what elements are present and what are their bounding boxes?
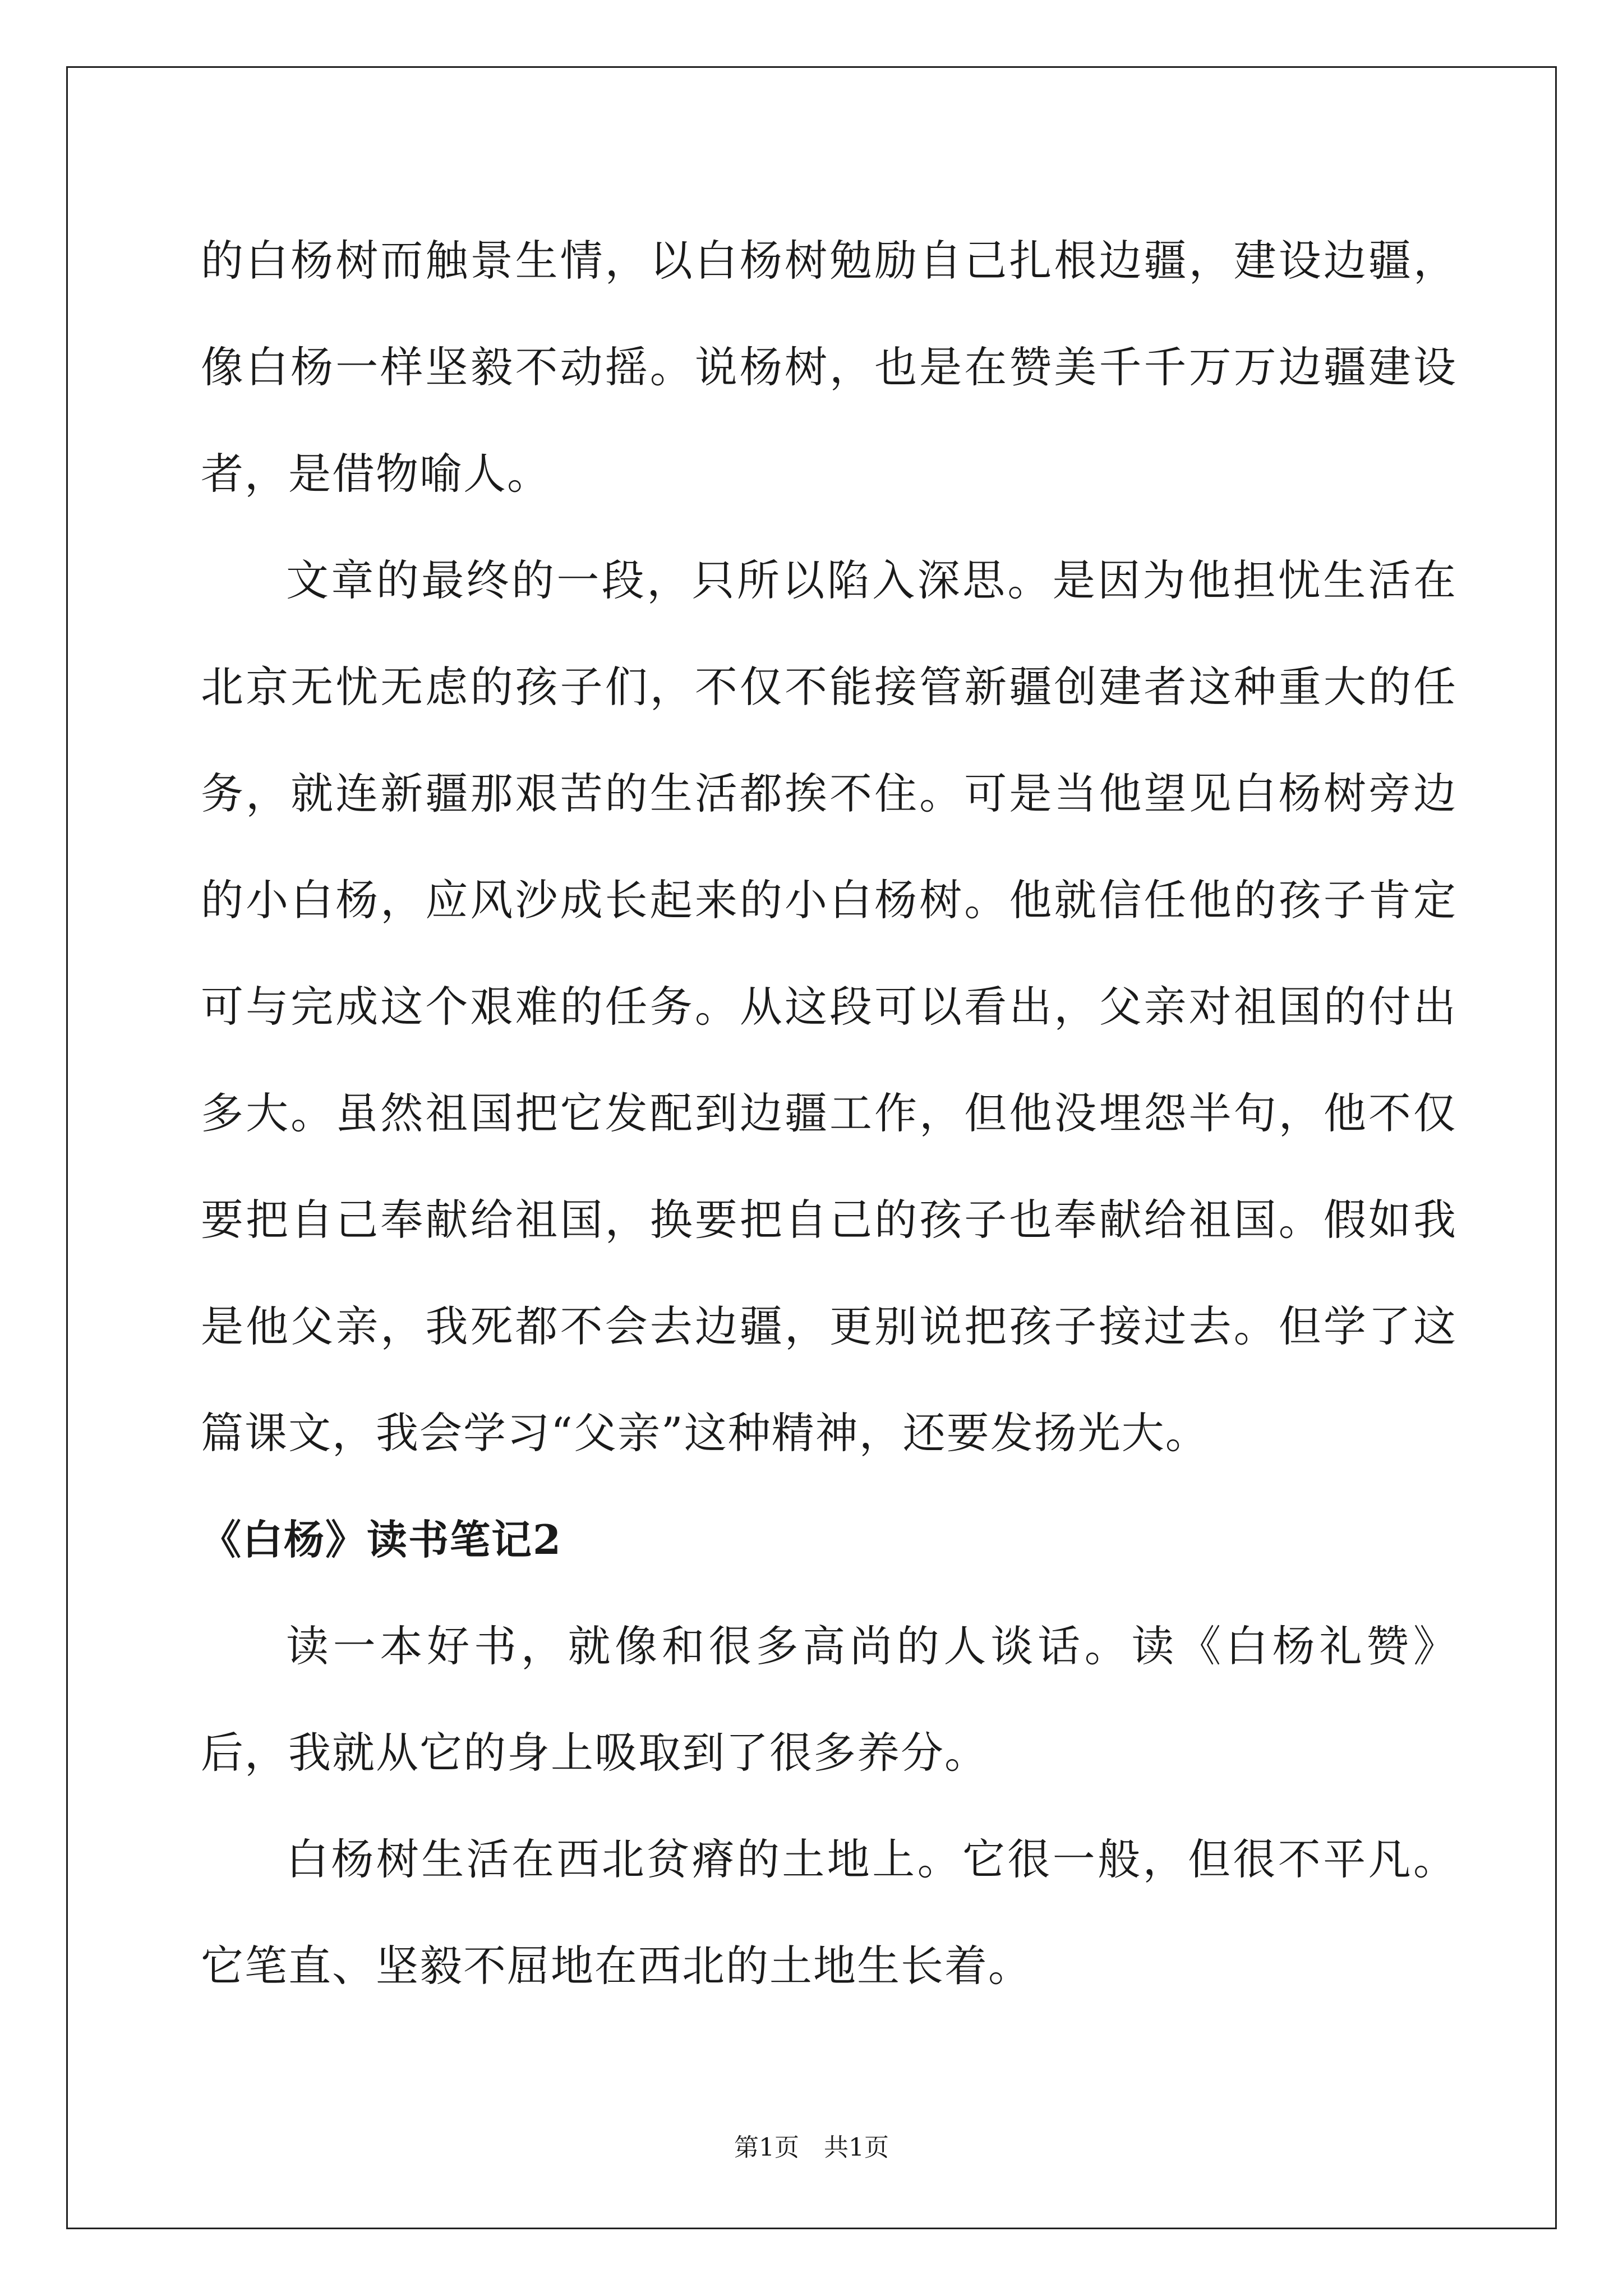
page-footer: 第1页 共1页 — [734, 2133, 889, 2162]
paragraph-2: 文章的最终的一段，只所以陷入深思。是因为他担忧生活在北京无忧无虑的孩子们，不仅不能接管新疆创建者这种重大的任务，就连新疆那艰苦的生活都挨不住。可是当他望见白杨树旁边的小白杨，应风沙成长起来的小白杨树。他就信任他的孩子肯定可与完成这个艰难的任务。从这段可以看出，父亲对祖国的付出多大。虽然祖国把它发配到边疆工作，但他没埋怨半句，他不仅要把自己奉献给祖国，换要把自己的孩子也奉献给祖国。假如我是他父亲，我死都不会去边疆，更别说把孩子接过去。但学了这篇课文，我会学习“父亲”这种精神，还要发扬光大。 — [201, 555, 1457, 1458]
document-body — [201, 208, 1457, 2019]
section-heading: 《白杨》读书笔记2 — [201, 1516, 562, 1563]
paragraph-3: 读一本好书，就像和很多高尚的人谈话。读《白杨礼赞》后，我就从它的身上吸取到了很多养分。 — [201, 1621, 1457, 1778]
paragraph-1: 的白杨树而触景生情，以白杨树勉励自己扎根边疆，建设边疆，像白杨一样坚毅不动摇。说杨树，也是在赞美千千万万边疆建设者，是借物喻人。 — [201, 236, 1457, 499]
paragraph-4: 白杨树生活在西北贫瘠的土地上。它很一般，但很不平凡。它笔直、坚毅不屈地在西北的土地生长着。 — [201, 1834, 1457, 1991]
